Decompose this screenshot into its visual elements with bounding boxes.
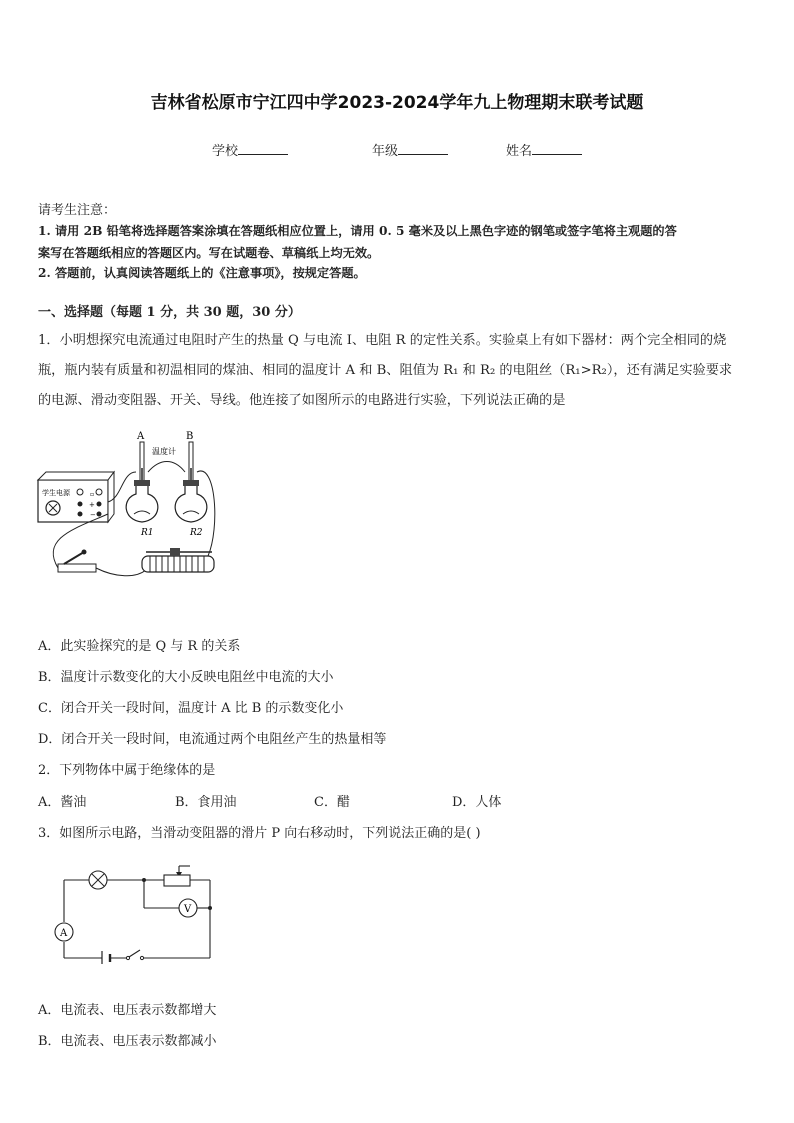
- notice-line-2: 2. 答题前，认真阅读答题纸上的《注意事项》，按规定答题。: [38, 266, 366, 280]
- q2-option-a: A．酱油: [38, 795, 87, 810]
- thermometer-label: 温度计: [152, 447, 176, 456]
- q2-option-b: B．食用油: [175, 795, 237, 810]
- flask-r2-icon: [175, 484, 207, 522]
- q1-option-a: A．此实验探究的是 Q 与 R 的关系: [38, 639, 241, 654]
- question-2-stem: 2．下列物体中属于绝缘体的是: [38, 763, 216, 778]
- q2-option-d: D．人体: [452, 795, 502, 810]
- power-supply-label: 学生电源: [42, 489, 70, 497]
- voltmeter-label: V: [184, 904, 192, 915]
- question-1-line-1: 1．小明想探究电流通过电阻时产生的热量 Q 与电流 I、电阻 R 的定性关系。实验桌上有如下器材：两个完全相同的烧: [38, 333, 727, 348]
- section-heading: 一、选择题（每题 1 分，共 30 题，30 分）: [38, 305, 301, 320]
- name-label: 姓名: [506, 144, 533, 159]
- school-blank: [238, 142, 288, 155]
- name-field: [506, 140, 582, 159]
- switch-icon: [129, 950, 140, 957]
- switch-icon: [58, 564, 96, 572]
- thermometer-b-label: B: [186, 431, 194, 442]
- page-title: 吉林省松原市宁江四中学2023-2024学年九上物理期末联考试题: [150, 93, 644, 113]
- svg-text:▫: ▫: [90, 491, 95, 498]
- name-blank: [532, 142, 582, 155]
- ammeter-label: A: [60, 928, 68, 939]
- school-field: [212, 140, 288, 159]
- rheostat-icon: [142, 556, 214, 572]
- svg-text:+: +: [89, 501, 95, 509]
- q3-option-b: B．电流表、电压表示数都减小: [38, 1034, 217, 1049]
- notice-line-1b: 案写在答题纸相应的答题区内。写在试题卷、草稿纸上均无效。: [38, 246, 380, 260]
- q1-option-d: D．闭合开关一段时间，电流通过两个电阻丝产生的热量相等: [38, 732, 387, 747]
- question-1-line-2: 瓶，瓶内装有质量和初温相同的煤油、相同的温度计 A 和 B、阻值为 R₁ 和 R₂ 的电阻丝（R₁>R₂），还有满足实验要求: [38, 363, 733, 378]
- question-1-line-3: 的电源、滑动变阻器、开关、导线。他连接了如图所示的电路进行实验，下列说法正确的是: [38, 393, 566, 408]
- question-3-stem: 3．如图所示电路，当滑动变阻器的滑片 P 向右移动时，下列说法正确的是( ): [38, 826, 481, 841]
- resistor-r1-label: R1: [141, 528, 154, 538]
- thermometer-a-label: A: [137, 431, 145, 442]
- svg-text:−: −: [90, 511, 96, 519]
- notice-heading: 请考生注意：: [38, 203, 117, 218]
- grade-field: [372, 140, 448, 159]
- q3-circuit-figure: [48, 864, 218, 964]
- grade-blank: [398, 142, 448, 155]
- q1-option-b: B．温度计示数变化的大小反映电阻丝中电流的大小: [38, 670, 334, 685]
- q2-option-c: C．醋: [314, 795, 350, 810]
- q1-option-c: C．闭合开关一段时间，温度计 A 比 B 的示数变化小: [38, 701, 344, 716]
- q1-circuit-figure: [36, 428, 236, 590]
- flask-r1-icon: [126, 484, 158, 522]
- rheostat-icon: [164, 875, 190, 886]
- resistor-r2-label: R2: [190, 528, 203, 538]
- grade-label: 年级: [372, 144, 399, 159]
- q3-option-a: A．电流表、电压表示数都增大: [38, 1003, 217, 1018]
- school-label: 学校: [212, 144, 239, 159]
- notice-line-1a: 1. 请用 2B 铅笔将选择题答案涂填在答题纸相应位置上，请用 0. 5 毫米及以上黑色字迹的钢笔或签字笔将主观题的答: [38, 224, 677, 238]
- question-1-stem: [38, 326, 768, 416]
